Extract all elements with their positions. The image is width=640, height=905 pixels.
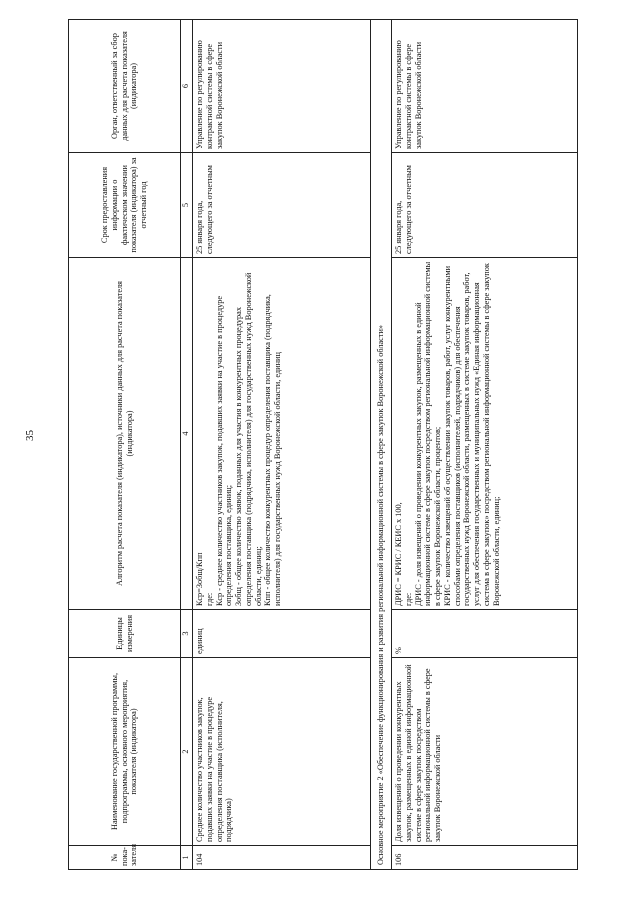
algorithm-line: Зобщ - общее количество заявок, поданных для участия в конкурентных процедурах определения поставщика (подрядчика, исполнителя) для государственных нужд Воронежской области, единиц; [234, 272, 263, 606]
indicators-table [68, 19, 578, 870]
algorithm-line: где: [204, 592, 214, 606]
row-number: 104 [193, 846, 371, 870]
row-name: Среднее количество участников закупок, подавших заявки на участие в процедуре определения поставщика (исполнителя, подрядчика) [193, 658, 371, 846]
algorithm-line: КРИС - количество извещений об осуществлении закупок товаров, работ, услуг конкурентными способами определения поставщиков (исполнителей, подрядчиков) для обеспечения государственных нужд Воронежской области, размещенных в системе закупок товаров, работ, услуг для обеспечения государственных и муниципальных нужд «Единая информационная система в сфере закупок» посредством региональной информационной системы в сфере закупок Воронежской области, единиц; [442, 263, 501, 606]
algorithm-line: ДРИС = КРИС / КЕИС х 100, [394, 502, 403, 606]
table-row [193, 20, 371, 870]
column-number: 1 [181, 846, 193, 870]
row-unit: единиц [193, 610, 371, 658]
table-row [392, 20, 578, 870]
row-algorithm [392, 258, 578, 610]
page-number: 35 [24, 430, 36, 441]
row-responsible: Управление по регулированию контрактной системы в сфере закупок Воронежской области [392, 20, 578, 153]
section-row [371, 20, 392, 870]
row-deadline: 25 января года, следующего за отчетным [193, 153, 371, 258]
rotated-table-container [68, 20, 588, 870]
header-row [69, 20, 181, 870]
row-responsible: Управление по регулированию контрактной системы в сфере закупок Воронежской области [193, 20, 371, 153]
column-number: 3 [181, 610, 193, 658]
row-number: 106 [392, 846, 578, 870]
algorithm-line: Кср=Зобщ/Кпп [195, 552, 204, 606]
section-title: Основное мероприятие 2 «Обеспечение функционирования и развития региональной информационной системы в сфере закупок Воронежской области» [371, 20, 392, 870]
algorithm-line: где: [403, 592, 413, 606]
header-algorithm: Алгоритм расчета показателя (индикатора), источники данных для расчета показателя (индикатора) [69, 258, 181, 610]
row-deadline: 25 января года, следующего за отчетным [392, 153, 578, 258]
algorithm-line: ДРИС - доля извещений о проведении конкурентных закупок, размещенных в единой информационной системе в сфере закупок посредством региональной информационной системы в сфере закупок Воронежской области, процентов; [413, 261, 443, 606]
column-numbers-row [181, 20, 193, 870]
row-name: Доля извещений о проведении конкурентных закупок, размещенных в единой информационной системе в сфере закупок посредством региональной информационной системы в сфере закупок Воронежской области [392, 658, 578, 846]
header-unit: Единицы измерения [69, 610, 181, 658]
header-name: Наименование государственной программы, подпрограммы, основного мероприятия, показателя (индикатора) [69, 658, 181, 846]
header-number: № пока-зателя [69, 846, 181, 870]
header-deadline: Срок предоставления информации о фактическом значении показателя (индикатора) за отчетный год [69, 153, 181, 258]
column-number: 2 [181, 658, 193, 846]
algorithm-line: Кпп - общее количество конкурентных процедур определения поставщика (подрядчика, исполнителя) для государственных нужд Воронежской области, единиц [263, 294, 283, 606]
column-number: 5 [181, 153, 193, 258]
column-number: 4 [181, 258, 193, 610]
row-algorithm [193, 258, 371, 610]
algorithm-line: Кср - среднее количество участников закупок, подавших заявки на участие в процедуре определения поставщика, единиц; [214, 295, 234, 606]
row-unit: % [392, 610, 578, 658]
header-responsible: Орган, ответственный за сбор данных для расчета показателя (индикатора) [69, 20, 181, 153]
column-number: 6 [181, 20, 193, 153]
